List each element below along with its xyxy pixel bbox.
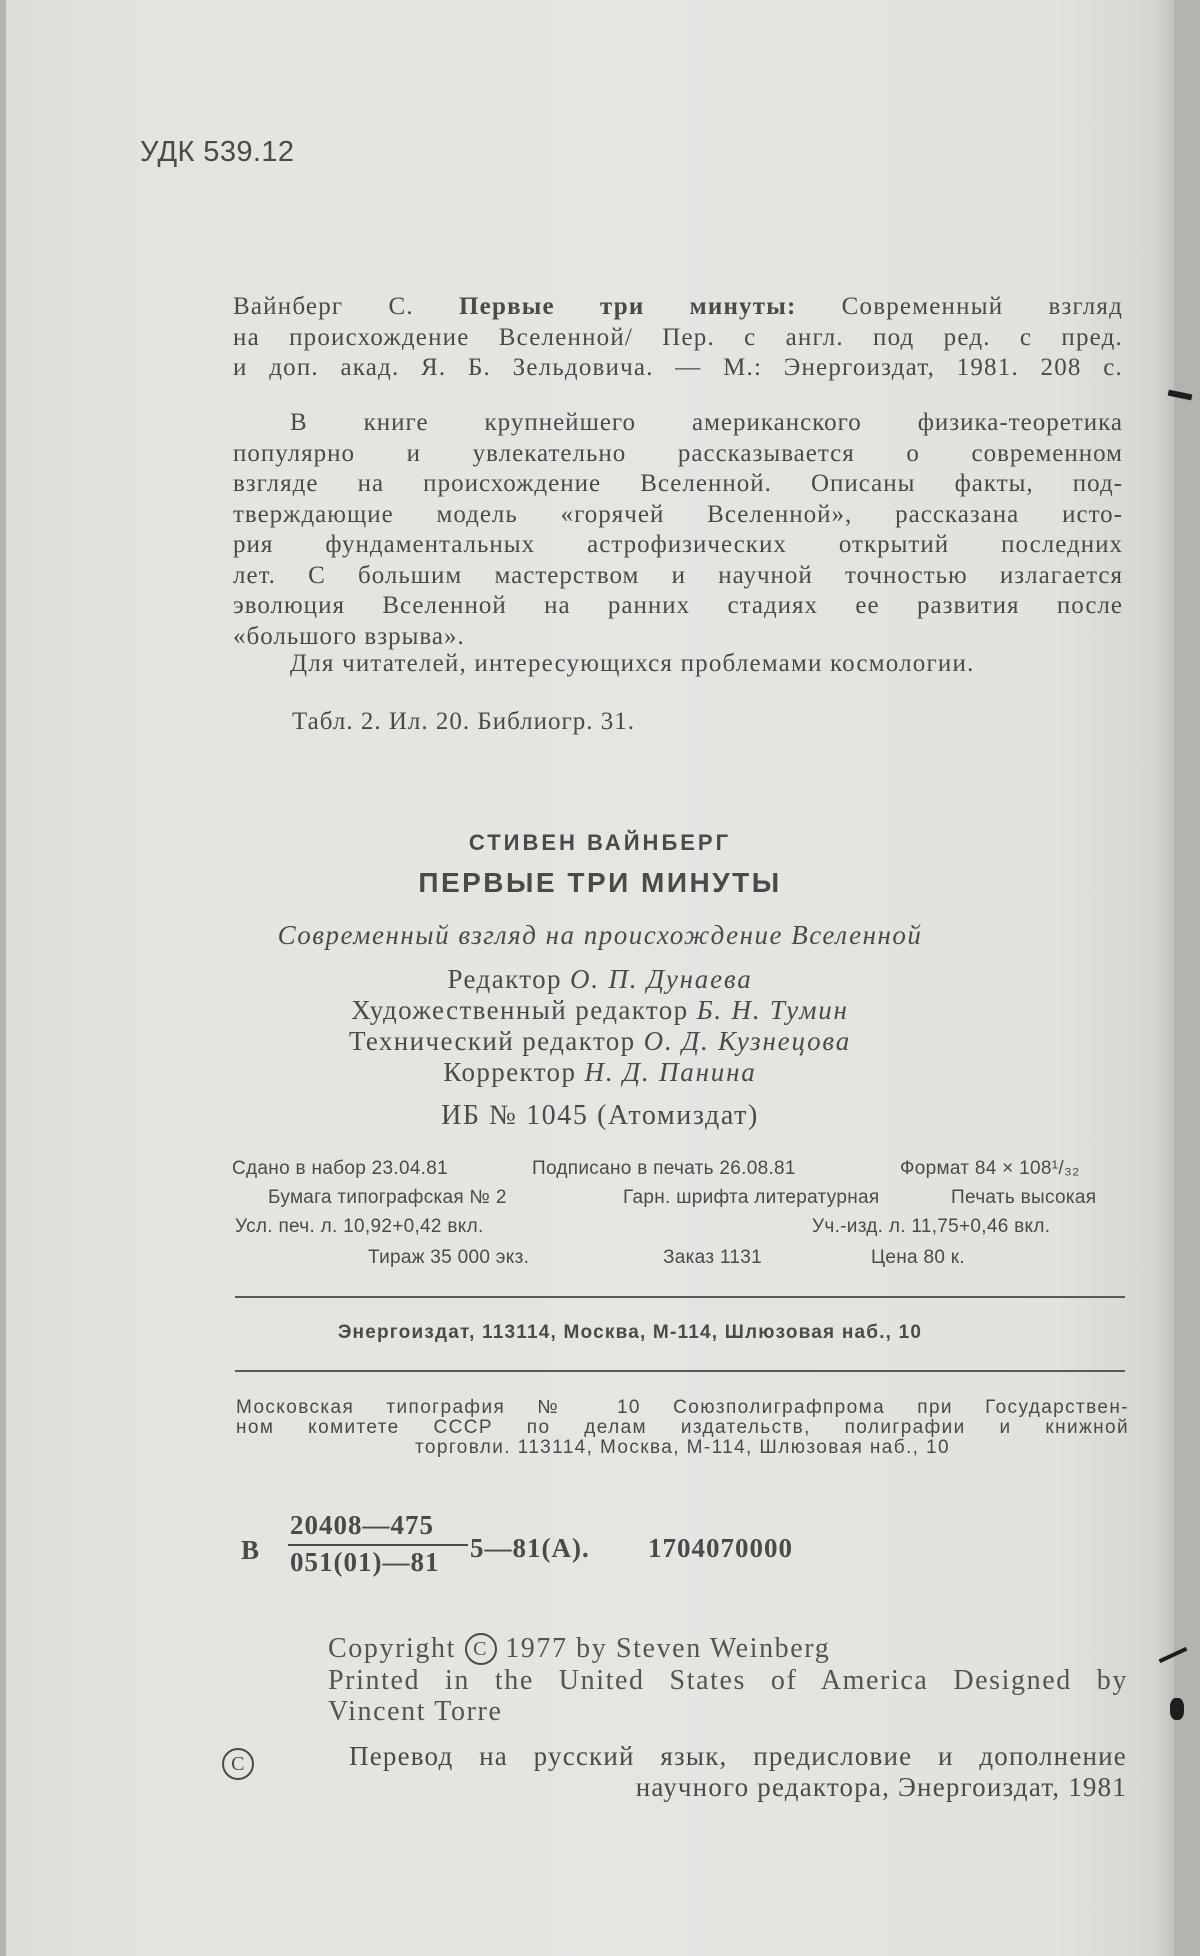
bib-title: Первые три минуты: bbox=[459, 293, 797, 320]
credit-name: Н. Д. Панина bbox=[584, 1057, 757, 1087]
book-author: СТИВЕН ВАЙНБЕРГ bbox=[468, 830, 732, 855]
bib-subtitle: Современный взгляд bbox=[841, 293, 1124, 320]
ib-number: ИБ № 1045 (Атомиздат) bbox=[441, 1100, 759, 1131]
imprint-order: Заказ 1131 bbox=[663, 1247, 762, 1268]
imprint-format: Формат 84 × 108¹/₃₂ bbox=[900, 1158, 1080, 1179]
bbk-denominator: 051(01)—81 bbox=[290, 1547, 440, 1577]
imprint-paper: Бумага типографская № 2 bbox=[268, 1187, 507, 1208]
imprint-conditional-sheets: Усл. печ. л. 10,92+0,42 вкл. bbox=[235, 1216, 484, 1237]
bibliographic-line-3: и доп. акад. Я. Б. Зельдовича. — М.: Энергоиздат, 1981. 208 с. bbox=[233, 354, 1123, 381]
imprint-price: Цена 80 к. bbox=[871, 1247, 965, 1268]
credit-role: Художественный редактор bbox=[351, 995, 689, 1025]
imprint-submitted: Сдано в набор 23.04.81 bbox=[232, 1158, 448, 1179]
printer-line: торговли. 113114, Москва, М-114, Шлюзовая наб., 10 bbox=[415, 1437, 950, 1458]
bib-author: Вайнберг С. bbox=[233, 293, 414, 320]
credit-proofreader bbox=[0, 1057, 1200, 1088]
imprint-print: Печать высокая bbox=[951, 1187, 1097, 1208]
credit-editor bbox=[0, 964, 1200, 995]
annotation-line: взгляде на происхождение Вселенной. Описаны факты, под- bbox=[233, 470, 1123, 497]
annotation bbox=[233, 408, 1123, 652]
printer-line: ном комитете СССР по делам издательств, полиграфии и книжной bbox=[236, 1417, 1129, 1438]
annotation-line: тверждающие модель «горячей Вселенной», рассказана исто- bbox=[233, 500, 1123, 528]
credit-role: Корректор bbox=[443, 1057, 577, 1087]
tables-illustrations-info: Табл. 2. Ил. 20. Библиогр. 31. bbox=[292, 708, 636, 735]
copyright-icon: C bbox=[222, 1748, 254, 1780]
margin-ink-mark bbox=[1170, 1698, 1184, 1720]
credit-name: О. П. Дунаева bbox=[570, 964, 753, 994]
bbk-fraction-line bbox=[288, 1544, 468, 1546]
bbk-code: 1704070000 bbox=[648, 1533, 793, 1563]
udc-code: УДК 539.12 bbox=[140, 136, 295, 168]
credit-role: Технический редактор bbox=[348, 1026, 636, 1056]
copyright-english bbox=[328, 1633, 1128, 1727]
copyright-en-line-3: Vincent Torre bbox=[328, 1696, 503, 1727]
credit-name: О. Д. Кузнецова bbox=[643, 1026, 852, 1056]
copyright-ru-mark bbox=[222, 1748, 254, 1780]
copyright-russian bbox=[349, 1741, 1127, 1803]
copyright-holder: 1977 by Steven Weinberg bbox=[505, 1633, 831, 1664]
publisher-address: Энергоиздат, 113114, Москва, М-114, Шлюзовая наб., 10 bbox=[337, 1322, 923, 1343]
bibliographic-line-1 bbox=[233, 292, 1123, 323]
annotation-line: «большого взрыва». bbox=[233, 622, 465, 650]
credit-role: Редактор bbox=[447, 964, 562, 994]
copyright-ru-line-2: научного редактора, Энергоиздат, 1981 bbox=[635, 1772, 1127, 1802]
bbk-numerator: 20408—475 bbox=[290, 1510, 434, 1540]
divider-top bbox=[235, 1296, 1125, 1298]
audience-note: Для читателей, интересующихся проблемами космологии. bbox=[290, 650, 975, 677]
imprint-font: Гарн. шрифта литературная bbox=[623, 1187, 880, 1208]
copyright-en-line-2: Printed in the United States of America Designed by bbox=[328, 1665, 1128, 1696]
bbk-suffix: 5—81(А). bbox=[470, 1533, 590, 1563]
annotation-line: эволюция Вселенной на ранних стадиях ее развития после bbox=[233, 592, 1123, 619]
imprint-signed: Подписано в печать 26.08.81 bbox=[532, 1158, 796, 1179]
bibliographic-line-2: на происхождение Вселенной/ Пер. с англ. под ред. с пред. bbox=[233, 323, 1123, 351]
copyright-word: Copyright bbox=[328, 1633, 456, 1664]
printer-info bbox=[236, 1398, 1129, 1458]
copyright-ru-line-1: Перевод на русский язык, предисловие и дополнение bbox=[349, 1741, 1127, 1771]
bbk-letter: В bbox=[241, 1535, 261, 1565]
credit-tech-editor bbox=[0, 1026, 1200, 1057]
annotation-line: рия фундаментальных астрофизических открытий последних bbox=[233, 531, 1123, 558]
book-title: ПЕРВЫЕ ТРИ МИНУТЫ bbox=[418, 867, 782, 898]
annotation-line: лет. С большим мастерством и научной точностью излагается bbox=[233, 561, 1123, 589]
printer-line: Московская типография № 10 Союзполиграфпрома при Государствен- bbox=[236, 1397, 1129, 1418]
imprint-edit-sheets: Уч.-изд. л. 11,75+0,46 вкл. bbox=[812, 1216, 1051, 1237]
imprint-print-run: Тираж 35 000 экз. bbox=[368, 1247, 530, 1268]
annotation-line: популярно и увлекательно рассказывается о современном bbox=[233, 439, 1123, 467]
bibliographic-record bbox=[233, 292, 1123, 384]
copyright-icon: C bbox=[465, 1633, 497, 1665]
credit-art-editor bbox=[0, 995, 1200, 1026]
copyright-en-line-1 bbox=[328, 1633, 1128, 1665]
divider-bottom bbox=[235, 1370, 1125, 1372]
annotation-line: В книге крупнейшего американского физика-теоретика bbox=[290, 409, 1123, 436]
credit-name: Б. Н. Тумин bbox=[696, 995, 849, 1025]
book-subtitle: Современный взгляд на происхождение Вселенной bbox=[277, 920, 923, 950]
